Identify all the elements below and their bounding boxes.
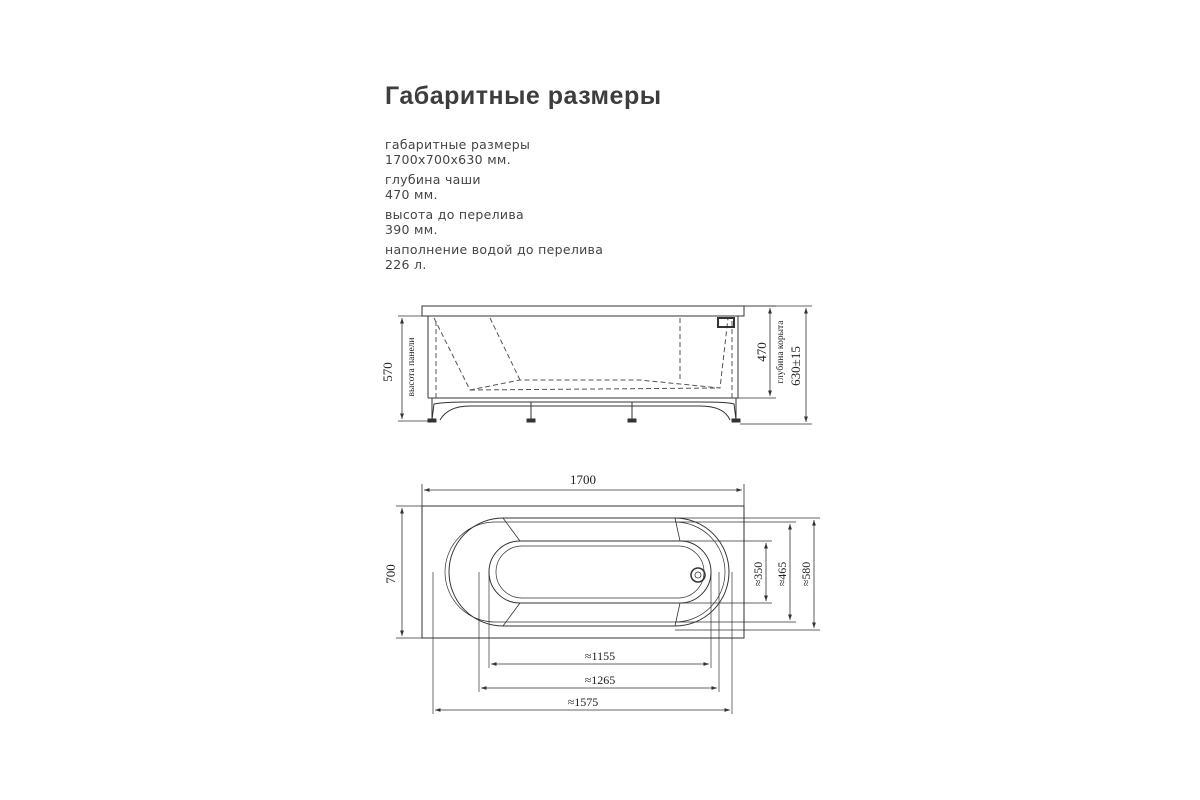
dim-label-700: 700	[383, 564, 398, 584]
bowl-bottom-inner	[496, 546, 704, 598]
panel-skirt-inner	[440, 406, 730, 420]
bowl-hidden-lines	[434, 318, 732, 398]
dim-label-350: ≈350	[751, 561, 765, 587]
dim-label-630: 630±15	[788, 346, 803, 386]
dim-label-1155: ≈1155	[584, 649, 616, 663]
side-view	[398, 306, 812, 424]
drain-inner	[695, 572, 701, 578]
bowl-bottom	[489, 541, 711, 603]
spec-label: высота до перелива	[385, 207, 524, 222]
drain-hole	[691, 568, 705, 582]
spec-value: 390 мм.	[385, 221, 438, 237]
bowl-outer-edge	[449, 518, 729, 626]
spec-label: наполнение водой до перелива	[385, 242, 604, 257]
dim-label-580: ≈580	[799, 561, 813, 587]
dim-label-1700: 1700	[570, 472, 596, 487]
label-tub-depth: глубина корыта	[776, 320, 786, 384]
spec-value: 1700x700x630 мм.	[385, 151, 511, 167]
spec-label: габаритные размеры	[385, 137, 531, 152]
spec-value: 470 мм.	[385, 186, 438, 202]
dim-label-465: ≈465	[775, 561, 789, 587]
dim-label-570: 570	[380, 362, 395, 382]
spec-label: глубина чаши	[385, 172, 481, 187]
dim-label-1265: ≈1265	[584, 673, 616, 687]
spec-value: 226 л.	[385, 256, 427, 272]
panel-skirt	[432, 402, 736, 420]
label-panel-height: высота панели	[407, 337, 417, 397]
bowl-rim-edge	[445, 522, 725, 622]
tub-rim	[422, 306, 744, 316]
dim-label-1575: ≈1575	[567, 695, 599, 709]
dim-label-470: 470	[754, 342, 769, 362]
page-title: Габаритные размеры	[385, 82, 662, 110]
tub-outline	[422, 506, 744, 638]
